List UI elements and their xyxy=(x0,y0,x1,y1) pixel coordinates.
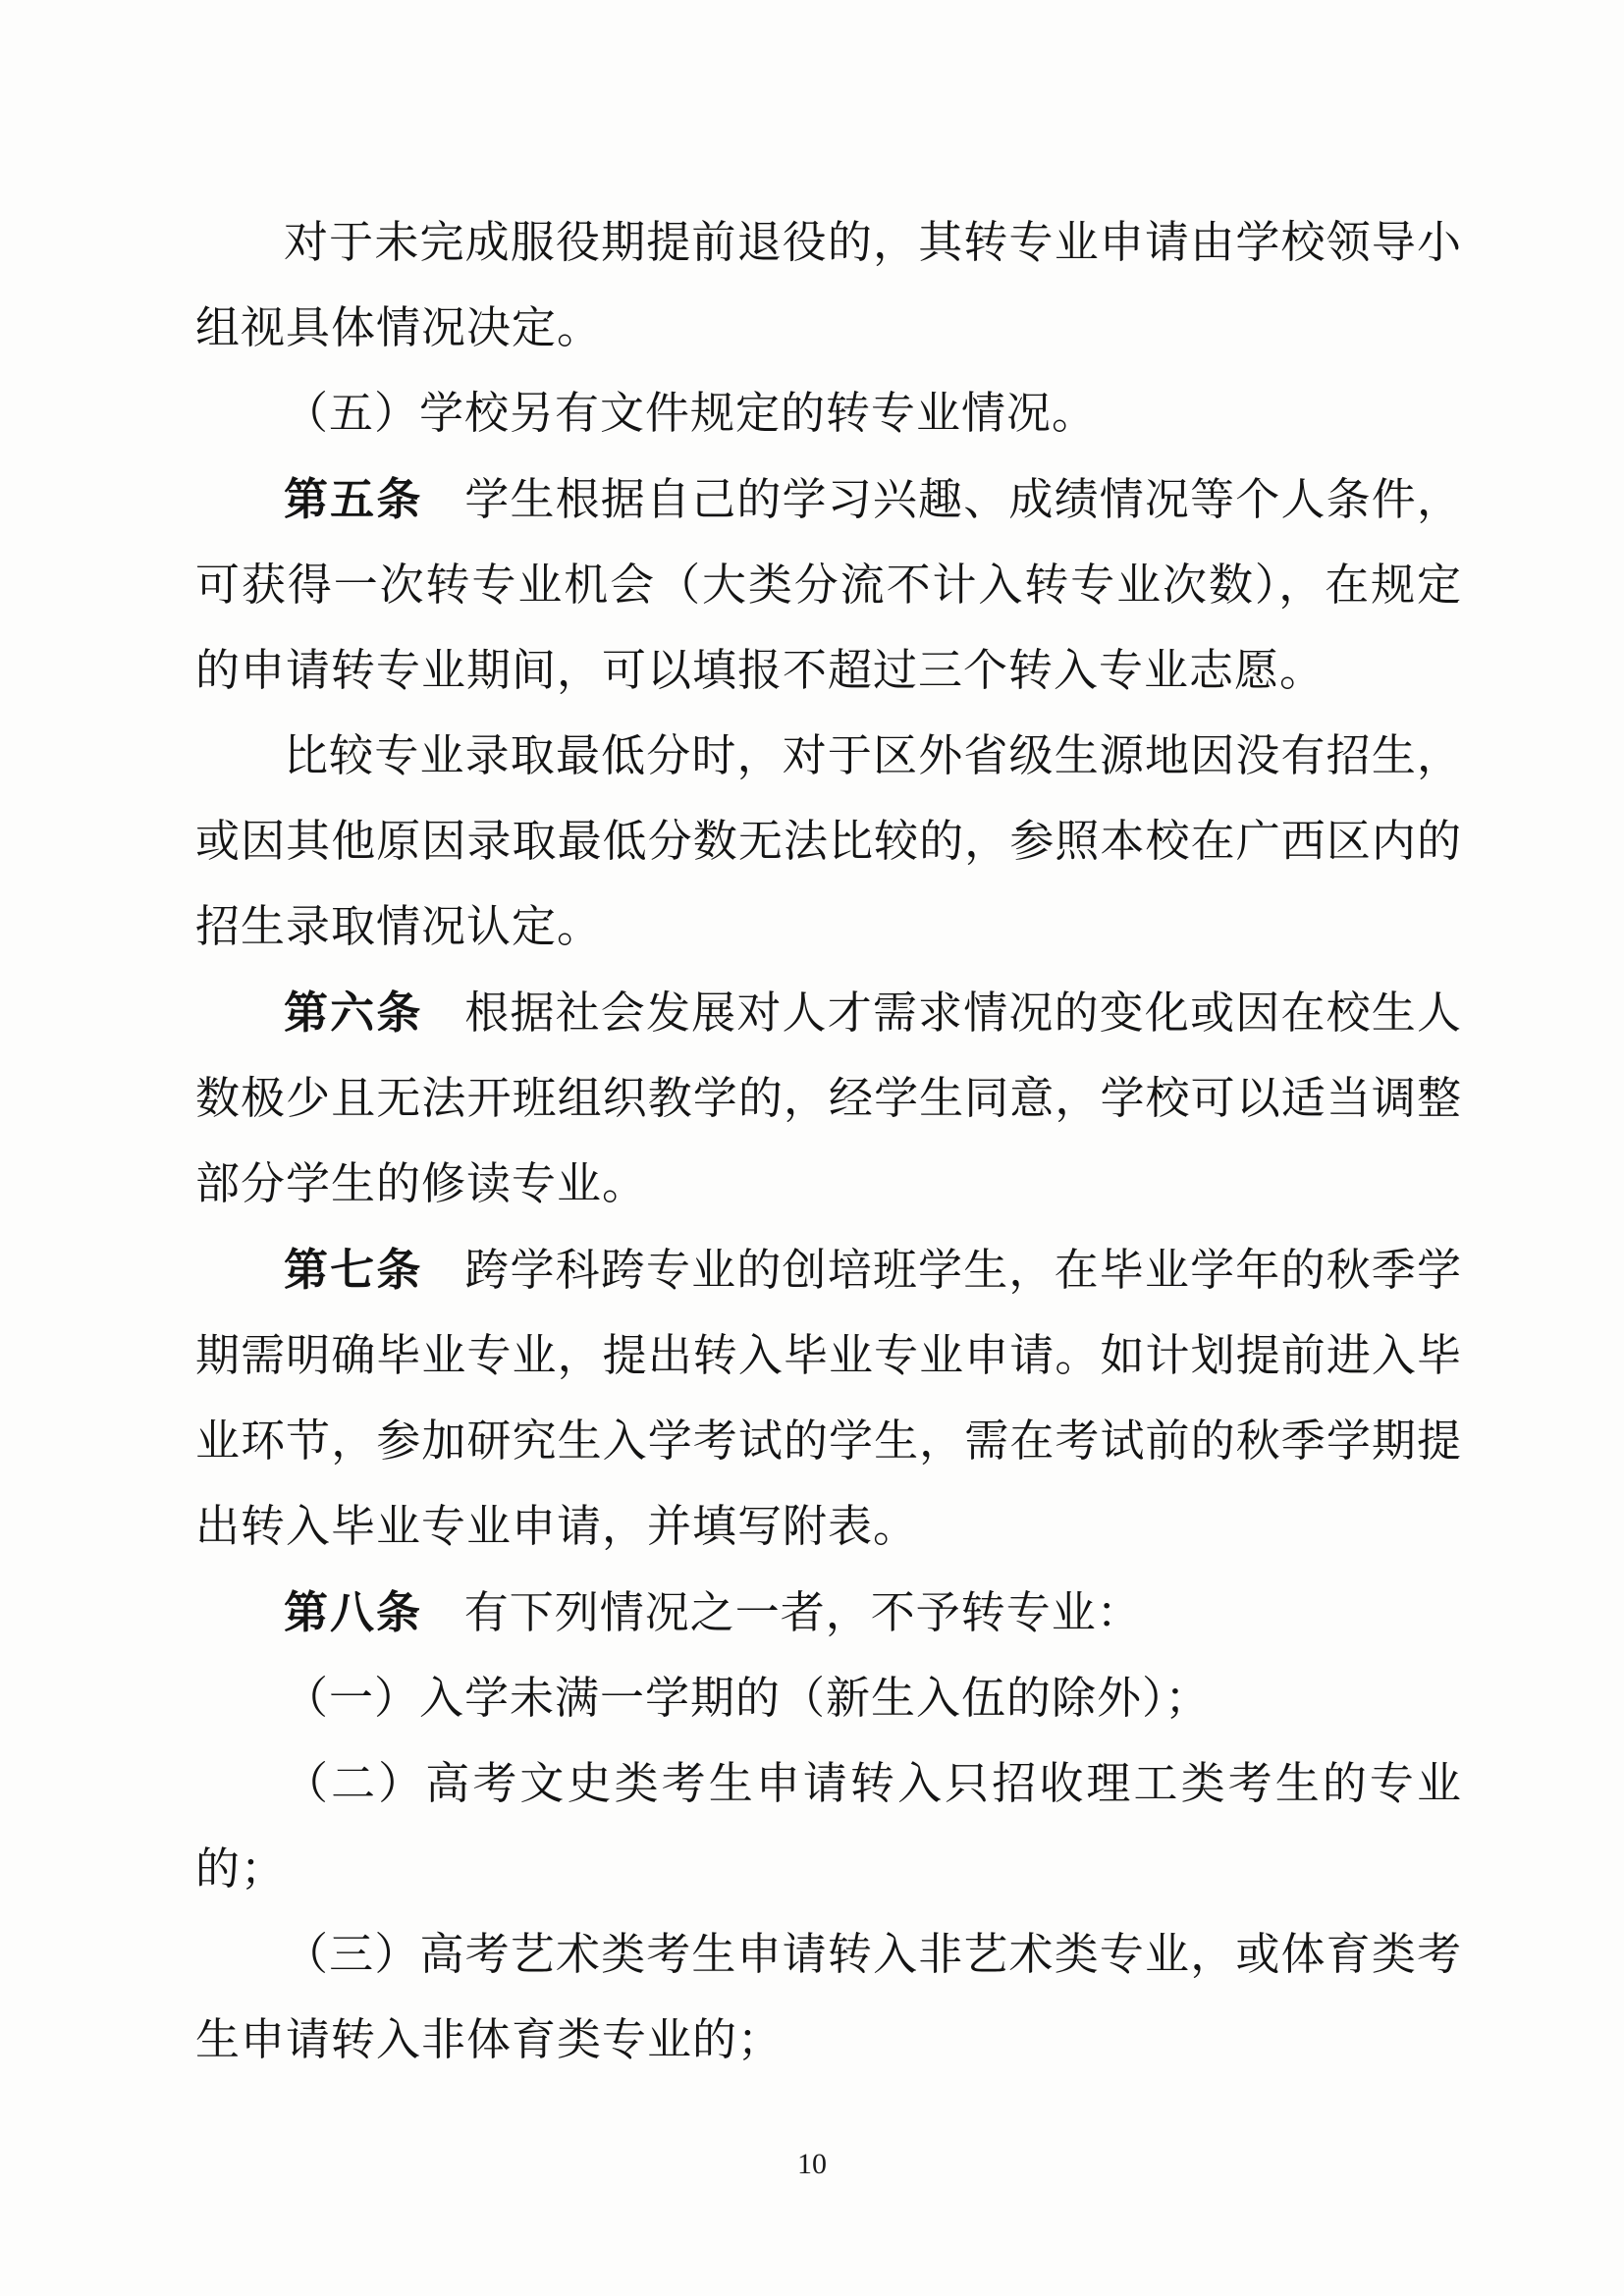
paragraph xyxy=(195,970,1462,1227)
page-number: 10 xyxy=(797,2148,827,2180)
paragraph-text: 有下列情况之一者，不予转专业： xyxy=(463,1588,1142,1637)
article-label-6: 第六条 xyxy=(284,988,423,1038)
paragraph xyxy=(195,1741,1462,1912)
article-label-8: 第八条 xyxy=(284,1587,423,1637)
paragraph xyxy=(195,1227,1462,1570)
paragraph xyxy=(195,1656,1462,1741)
paragraph-text: 学生根据自己的学习兴趣、成绩情况等个人条件，可获得一次转专业机会（大类分流不计入转专业次数），在规定的申请转专业期间，可以填报不超过三个转入专业志愿。 xyxy=(195,475,1462,695)
document-body xyxy=(195,200,1462,2083)
paragraph xyxy=(195,200,1462,371)
paragraph-text: 比较专业录取最低分时，对于区外省级生源地因没有招生，或因其他原因录取最低分数无法比较的，参照本校在广西区内的招生录取情况认定。 xyxy=(195,731,1462,951)
paragraph xyxy=(195,371,1462,456)
paragraph xyxy=(195,1570,1462,1656)
paragraph xyxy=(195,456,1462,714)
paragraph-text: 跨学科跨专业的创培班学生，在毕业学年的秋季学期需明确毕业专业，提出转入毕业专业申请。如计划提前进入毕业环节，参加研究生入学考试的学生，需在考试前的秋季学期提出转入毕业专业申请，并填写附表。 xyxy=(195,1246,1462,1551)
article-label-7: 第七条 xyxy=(284,1245,423,1295)
paragraph-text: 对于未完成服役期提前退役的，其转专业申请由学校领导小组视具体情况决定。 xyxy=(195,218,1462,352)
paragraph-text: （五）学校另有文件规定的转专业情况。 xyxy=(284,389,1098,438)
paragraph xyxy=(195,714,1462,970)
paragraph-text: （二）高考文史类考生申请转入只招收理工类考生的专业的； xyxy=(195,1759,1462,1894)
article-label-5: 第五条 xyxy=(284,474,423,524)
paragraph-text: （三）高考艺术类考生申请转入非艺术类专业，或体育类考生申请转入非体育类专业的； xyxy=(195,1930,1462,2064)
paragraph-text: （一）入学未满一学期的（新生入伍的除外）； xyxy=(284,1674,1211,1723)
paragraph-text: 根据社会发展对人才需求情况的变化或因在校生人数极少且无法开班组织教学的，经学生同意，学校可以适当调整部分学生的修读专业。 xyxy=(195,988,1462,1208)
paragraph xyxy=(195,1912,1462,2083)
